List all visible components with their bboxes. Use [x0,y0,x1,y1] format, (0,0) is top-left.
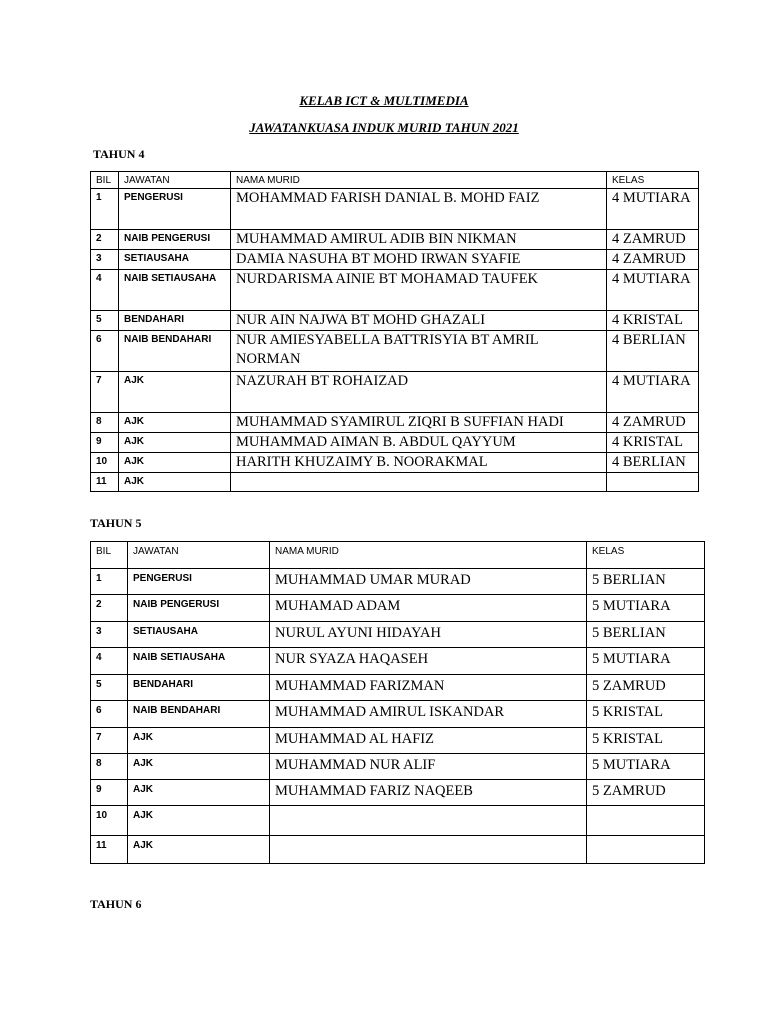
section-label-tahun-4: TAHUN 4 [93,147,145,161]
position-cell: NAIB BENDAHARI [128,701,270,728]
row-number: 3 [91,250,119,270]
position-cell: SETIAUSAHA [128,622,270,648]
student-name-cell: NUR AMIESYABELLA BATTRISYIA BT AMRIL NORMAN [231,331,607,372]
table-row [91,433,699,453]
student-name-cell [270,806,587,836]
position-cell: PENGERUSI [128,569,270,595]
student-name-cell: MUHAMMAD UMAR MURAD [270,569,587,595]
table-row [91,331,699,372]
row-number: 2 [91,595,128,622]
position-cell: AJK [128,836,270,864]
position-cell: NAIB SETIAUSAHA [128,648,270,675]
student-name-cell: NURDARISMA AINIE BT MOHAMAD TAUFEK [231,270,607,311]
row-number: 6 [91,331,119,372]
table-row [91,806,705,836]
row-number: 11 [91,473,119,492]
class-cell: 5 KRISTAL [587,701,705,728]
position-cell: AJK [119,453,231,473]
row-number: 5 [91,311,119,331]
document-title: KELAB ICT & MULTIMEDIA [299,93,469,108]
row-number: 8 [91,413,119,433]
class-cell: 5 ZAMRUD [587,675,705,701]
table-row [91,311,699,331]
class-cell: 4 ZAMRUD [607,250,699,270]
table-row [91,728,705,754]
student-name-cell: MUHAMMAD AMIRUL ISKANDAR [270,701,587,728]
table-row [91,473,699,492]
row-number: 9 [91,780,128,806]
table-row [91,569,705,595]
class-cell [587,836,705,864]
student-name-cell: MUHAMMAD AMIRUL ADIB BIN NIKMAN [231,230,607,250]
student-name-cell: MUHAMMAD SYAMIRUL ZIQRI B SUFFIAN HADI [231,413,607,433]
table-row [91,780,705,806]
position-cell: SETIAUSAHA [119,250,231,270]
class-cell: 5 BERLIAN [587,622,705,648]
table-row [91,230,699,250]
table-row [91,250,699,270]
student-name-cell: MUHAMAD ADAM [270,595,587,622]
column-header-nama-murid: NAMA MURID [231,172,607,189]
class-cell: 5 ZAMRUD [587,780,705,806]
document-subtitle: JAWATANKUASA INDUK MURID TAHUN 2021 [249,120,519,135]
student-name-cell: MUHAMMAD AL HAFIZ [270,728,587,754]
student-name-cell: MUHAMMAD FARIZ NAQEEB [270,780,587,806]
class-cell: 4 MUTIARA [607,189,699,230]
position-cell: NAIB BENDAHARI [119,331,231,372]
row-number: 4 [91,648,128,675]
column-header-bil: BIL [91,542,128,569]
row-number: 7 [91,728,128,754]
position-cell: AJK [119,413,231,433]
table-row [91,754,705,780]
position-cell: BENDAHARI [128,675,270,701]
position-cell: AJK [128,754,270,780]
class-cell [587,806,705,836]
position-cell: NAIB SETIAUSAHA [119,270,231,311]
student-name-cell: MUHAMMAD FARIZMAN [270,675,587,701]
position-cell: AJK [128,780,270,806]
section-label-tahun-5: TAHUN 5 [90,516,142,530]
class-cell: 4 KRISTAL [607,311,699,331]
class-cell: 5 KRISTAL [587,728,705,754]
row-number: 11 [91,836,128,864]
section-label-tahun-6: TAHUN 6 [90,897,142,911]
position-cell: BENDAHARI [119,311,231,331]
row-number: 2 [91,230,119,250]
student-name-cell: MUHAMMAD AIMAN B. ABDUL QAYYUM [231,433,607,453]
position-cell: AJK [128,728,270,754]
column-header-bil: BIL [91,172,119,189]
row-number: 6 [91,701,128,728]
row-number: 7 [91,372,119,413]
class-cell: 4 BERLIAN [607,453,699,473]
student-name-cell [231,473,607,492]
class-cell: 5 MUTIARA [587,595,705,622]
table-row [91,622,705,648]
column-header-nama-murid: NAMA MURID [270,542,587,569]
table-row [91,270,699,311]
student-name-cell: NAZURAH BT ROHAIZAD [231,372,607,413]
table-row [91,413,699,433]
table-tahun-4 [90,171,699,492]
table-row [91,675,705,701]
class-cell: 4 ZAMRUD [607,230,699,250]
position-cell: AJK [119,473,231,492]
table-row [91,453,699,473]
table-row [91,701,705,728]
class-cell: 4 BERLIAN [607,331,699,372]
student-name-cell: DAMIA NASUHA BT MOHD IRWAN SYAFIE [231,250,607,270]
class-cell: 4 MUTIARA [607,372,699,413]
student-name-cell [270,836,587,864]
class-cell: 5 BERLIAN [587,569,705,595]
table-row [91,648,705,675]
position-cell: AJK [119,372,231,413]
column-header-jawatan: JAWATAN [128,542,270,569]
row-number: 8 [91,754,128,780]
class-cell: 4 KRISTAL [607,433,699,453]
class-cell: 4 MUTIARA [607,270,699,311]
student-name-cell: NURUL AYUNI HIDAYAH [270,622,587,648]
student-name-cell: NUR SYAZA HAQASEH [270,648,587,675]
row-number: 10 [91,453,119,473]
student-name-cell: MUHAMMAD NUR ALIF [270,754,587,780]
position-cell: AJK [128,806,270,836]
position-cell: PENGERUSI [119,189,231,230]
position-cell: AJK [119,433,231,453]
table-row [91,372,699,413]
student-name-cell: NUR AIN NAJWA BT MOHD GHAZALI [231,311,607,331]
column-header-kelas: KELAS [587,542,705,569]
class-cell: 5 MUTIARA [587,754,705,780]
student-name-cell: HARITH KHUZAIMY B. NOORAKMAL [231,453,607,473]
student-name-cell: MOHAMMAD FARISH DANIAL B. MOHD FAIZ [231,189,607,230]
row-number: 1 [91,569,128,595]
column-header-jawatan: JAWATAN [119,172,231,189]
row-number: 1 [91,189,119,230]
row-number: 10 [91,806,128,836]
row-number: 3 [91,622,128,648]
table-row [91,595,705,622]
class-cell: 4 ZAMRUD [607,413,699,433]
row-number: 5 [91,675,128,701]
row-number: 9 [91,433,119,453]
table-row [91,189,699,230]
table-tahun-5 [90,541,705,864]
position-cell: NAIB PENGERUSI [119,230,231,250]
column-header-kelas: KELAS [607,172,699,189]
row-number: 4 [91,270,119,311]
class-cell [607,473,699,492]
class-cell: 5 MUTIARA [587,648,705,675]
position-cell: NAIB PENGERUSI [128,595,270,622]
table-row [91,836,705,864]
